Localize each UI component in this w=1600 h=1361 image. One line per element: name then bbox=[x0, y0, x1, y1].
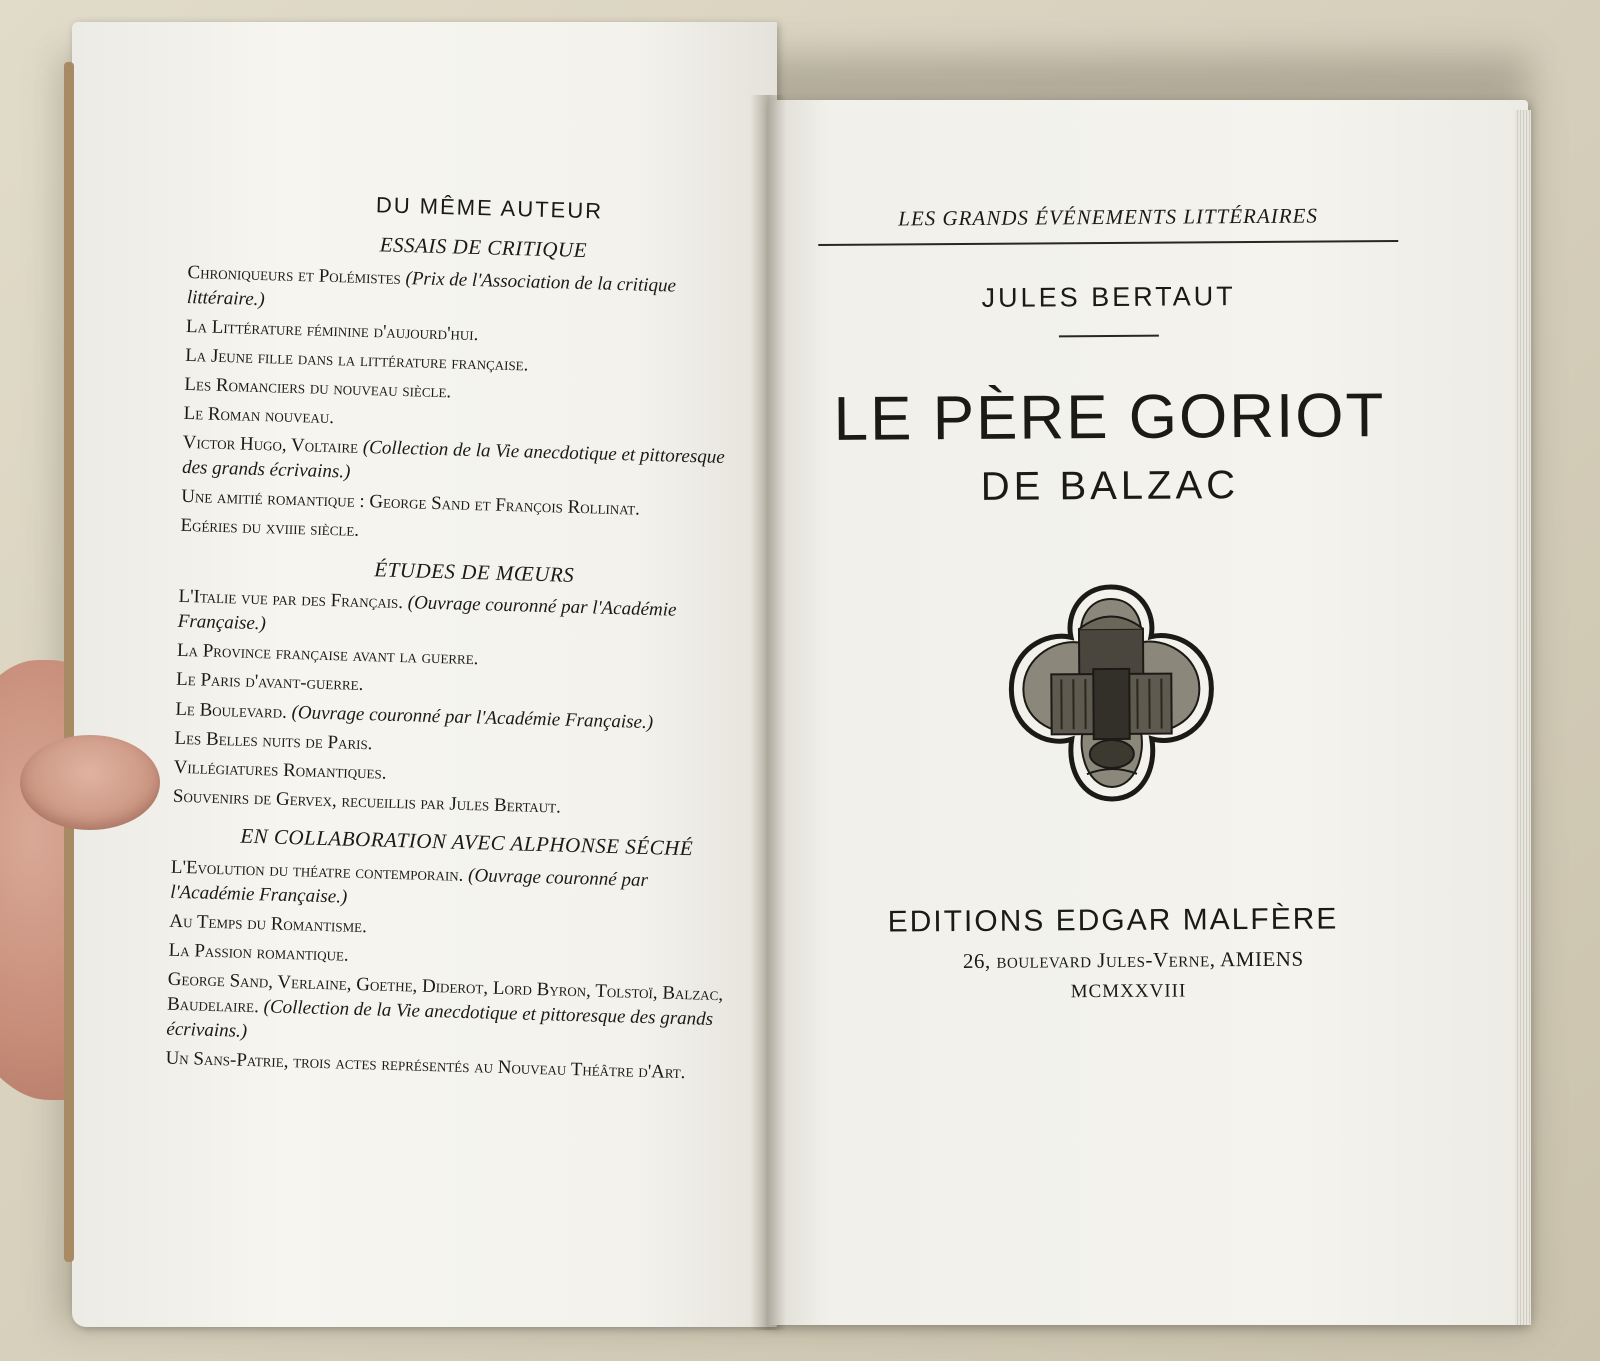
book-list bbox=[180, 260, 748, 554]
series-title: LES GRANDS ÉVÉNEMENTS LITTÉRAIRES bbox=[898, 203, 1319, 231]
book-gutter bbox=[750, 95, 786, 1330]
author-name: JULES BERTAUT bbox=[981, 281, 1236, 313]
left-page-heading: DU MÊME AUTEUR bbox=[375, 192, 604, 224]
left-page-content bbox=[165, 185, 750, 1091]
book-title: Victor Hugo, Voltaire bbox=[182, 432, 359, 459]
book-title: Le Paris d'avant-guerre. bbox=[175, 669, 364, 696]
book-title: Villégiatures Romantiques. bbox=[173, 756, 387, 784]
book-title: La Passion romantique. bbox=[168, 939, 350, 966]
book-title: La Province française avant la guerre. bbox=[176, 640, 479, 670]
book-title: L'Evolution du théatre contemporain. bbox=[170, 856, 464, 886]
page-edge bbox=[1515, 110, 1531, 1325]
title-page-content bbox=[818, 203, 1404, 1005]
section-collaboration bbox=[165, 821, 732, 1087]
publisher-address: 26, boulevard Jules-Verne, AMIENS bbox=[962, 946, 1304, 974]
book-title: Egéries du xviiie siècle. bbox=[180, 515, 360, 542]
book-title: Le Boulevard. bbox=[175, 698, 288, 723]
publisher-name: EDITIONS EDGAR MALFÈRE bbox=[887, 902, 1339, 939]
book-note: (Ouvrage couronné par l'Académie Française.) bbox=[177, 592, 677, 635]
thumb bbox=[20, 735, 160, 830]
book-note: (Ouvrage couronné par l'Académie Française.) bbox=[291, 701, 654, 733]
book-list bbox=[165, 854, 731, 1086]
book-title: La Littérature féminine d'aujourd'hui. bbox=[185, 315, 479, 346]
book-note: (Prix de l'Association de la critique littéraire.) bbox=[186, 267, 677, 310]
section-essais bbox=[180, 226, 749, 554]
book-note: (Collection de la Vie anecdotique et pittoresque des grands écrivains.) bbox=[181, 437, 725, 483]
section-title: ESSAIS DE CRITIQUE bbox=[379, 232, 588, 263]
book-subtitle: DE BALZAC bbox=[980, 463, 1240, 509]
book-main-title: LE PÈRE GORIOT bbox=[833, 381, 1386, 454]
book-title: Une amitié romantique : George Sand et François Rollinat. bbox=[180, 486, 641, 521]
book-title: Les Romanciers du nouveau siècle. bbox=[184, 373, 452, 403]
section-title: ÉTUDES DE MŒURS bbox=[374, 556, 575, 587]
book-title: Au Temps du Romantisme. bbox=[169, 910, 368, 937]
book-title: La Jeune fille dans la littérature française. bbox=[184, 344, 529, 376]
book-title: Chroniqueurs et Polémistes bbox=[187, 261, 402, 289]
book-item bbox=[166, 967, 728, 1058]
section-title: EN COLLABORATION AVEC ALPHONSE SÉCHÉ bbox=[240, 823, 694, 861]
book-title: George Sand, Verlaine, Goethe, Diderot, Lord Byron, Tolstoï, Balzac, Baudelaire. bbox=[166, 968, 724, 1018]
publication-year: MCMXXVIII bbox=[1070, 980, 1187, 1003]
publisher-emblem-icon bbox=[991, 578, 1233, 810]
book-title: Un Sans-Patrie, trois actes représentés au Nouveau Théâtre d'Art. bbox=[165, 1047, 686, 1084]
book-title: L'Italie vue par des Français. bbox=[178, 586, 404, 614]
book-note: (Ouvrage couronné par l'Académie Française.) bbox=[169, 864, 649, 908]
book-title: Souvenirs de Gervex, recueillis par Jules Bertaut. bbox=[172, 785, 562, 818]
section-etudes bbox=[173, 550, 740, 824]
book-list bbox=[173, 584, 739, 824]
book-title: Les Belles nuits de Paris. bbox=[174, 727, 373, 754]
author-rule bbox=[1059, 335, 1159, 338]
book-note: (Collection de la Vie anecdotique et pittoresque des grands écrivains.) bbox=[166, 996, 714, 1042]
book-title: Le Roman nouveau. bbox=[183, 403, 335, 429]
